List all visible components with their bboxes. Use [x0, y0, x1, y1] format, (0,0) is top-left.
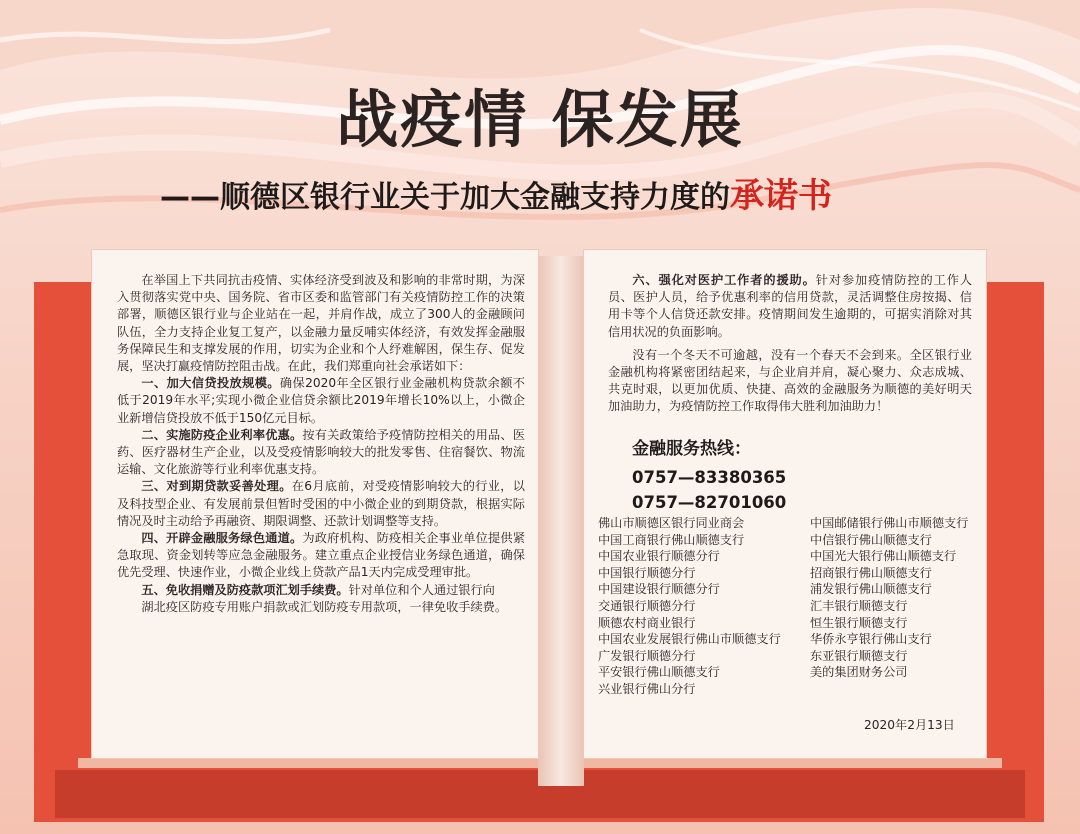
item-body: 按有关政策给予疫情防控相关的用品、医药、医疗器材生产企业，以及受疫情影响较大的批发零售、住宿餐饮、物流运输、文化旅游等行业利率优惠支持。: [117, 427, 526, 477]
right-page-text: [608, 272, 972, 416]
hotline-number: 0757—82701060: [632, 493, 787, 512]
item-heading: 二、实施防疫企业利率优惠。: [141, 427, 303, 442]
item-heading: 六、强化对医护工作者的援助。: [632, 273, 816, 287]
page-edge-left: [78, 758, 540, 768]
list-item: 顺德农村商业银行: [598, 615, 696, 630]
list-item: 中信银行佛山顺德支行: [810, 532, 932, 547]
bank-list-left: [598, 515, 781, 698]
list-item: 美的集团财务公司: [810, 665, 908, 680]
left-page-text: [117, 272, 525, 616]
list-item: 东亚银行顺德支行: [810, 648, 908, 663]
list-item: 中国工商银行佛山顺德支行: [598, 532, 745, 547]
hotline-number: 0757—83380365: [632, 468, 787, 487]
list-item: 中国建设银行顺德分行: [598, 582, 720, 597]
list-item: 招商银行佛山顺德支行: [810, 565, 932, 580]
list-item: 恒生银行顺德支行: [810, 615, 908, 630]
closing-paragraph: 没有一个冬天不可逾越，没有一个春天不会到来。全区银行业金融机构将紧密团结起来，与企业肩并肩，凝心聚力、众志成城、共克时艰，以更加优质、快捷、高效的金融服务为顺德的美好明天加油助力，为疫情防控工作取得伟大胜利加油助力！: [608, 347, 972, 414]
list-item: 中国邮储银行佛山市顺德支行: [810, 516, 969, 530]
bank-list-right: [810, 515, 968, 681]
list-item: 广发银行顺德分行: [598, 648, 696, 663]
list-item: 兴业银行佛山分行: [598, 681, 696, 696]
page-edge-right: [582, 758, 1002, 768]
item-heading: 三、对到期贷款妥善处理。: [141, 479, 292, 494]
list-item: 汇丰银行顺德支行: [810, 598, 908, 613]
list-item: 佛山市顺德区银行同业商会: [598, 516, 745, 530]
item-body: 确保2020年全区银行业金融机构贷款余额不低于2019年水平;实现小微企业信贷余额比2019年增长10%以上，小微企业新增信贷投放不低于150亿元目标。: [117, 376, 525, 425]
item-body: 在6月底前，对受疫情影响较大的行业，以及科技型企业、有发展前景但暂时受困的中小微企业的到期贷款，根据实际情况及时主动给予再融资、期限调整、还款计划调整等支持。: [117, 479, 525, 528]
subtitle-prefix: ——顺德区银行业关于加大金融支持力度的: [160, 180, 730, 215]
document-date: 2020年2月13日: [864, 718, 955, 732]
page-subtitle: [160, 168, 832, 217]
commitment-item-3: [117, 478, 525, 530]
list-item: 华侨永亨银行佛山支行: [810, 632, 932, 647]
page-title: 战疫情 保发展: [336, 83, 744, 156]
commitment-item-4: [117, 530, 525, 582]
list-item: 中国银行顺德分行: [598, 565, 696, 580]
item-body: 针对单位和个人通过银行向: [348, 582, 495, 597]
hotline-title: 金融服务热线：: [632, 439, 751, 459]
list-item: 交通银行顺德分行: [598, 598, 696, 613]
commitment-item-2: [117, 427, 525, 479]
intro-paragraph: 在举国上下共同抗击疫情、实体经济受到波及和影响的非常时期，为深入贯彻落实党中央、国务院、省市区委和监管部门有关疫情防控工作的决策部署，顺德区银行业与企业站在一起，并肩作战，成立了300人的金融顾问队伍，全力支持企业复工复产，以金融力量反哺实体经济，有效发挥金融服务保障民生和支撑发展的作用，切实为企业和个人纾难解困，保生存、促发展，坚决打赢疫情防控阻击战。在此，我们郑重向社会承诺如下：: [117, 273, 525, 374]
subtitle-highlight: 承诺书: [730, 176, 832, 216]
commitment-item-1: [117, 375, 525, 427]
commitment-item-6: [608, 272, 972, 341]
hotline-block: [632, 434, 786, 515]
list-item: 中国光大银行佛山顺德支行: [810, 549, 957, 564]
item-heading: 四、开辟金融服务绿色通道。: [141, 531, 303, 546]
list-item: 中国农业银行顺德分行: [598, 549, 720, 564]
list-item: 中国农业发展银行佛山市顺德支行: [598, 632, 781, 647]
item-body: 针对参加疫情防控的工作人员、医护人员，给予优惠利率的信用贷款，灵活调整住房按揭、信用卡等个人信贷还款安排。疫情期间发生逾期的，可据实消除对其信用状况的负面影响。: [608, 273, 973, 339]
commitment-item-5: [117, 582, 525, 599]
list-item: 浦发银行佛山顺德支行: [810, 582, 932, 597]
book-spine: [538, 256, 584, 786]
list-item: 平安银行佛山顺德支行: [598, 665, 720, 680]
item-heading: 五、免收捐赠及防疫款项汇划手续费。: [141, 582, 349, 597]
item-body: 为政府机构、防疫相关企事业单位提供紧急取现、资金划转等应急金融服务。建立重点企业授信业务绿色通道，确保优先受理、快速作业，小微企业线上贷款产品1天内完成受理审批。: [117, 531, 526, 580]
commitment-item-5-continued: 湖北疫区防疫专用账户捐款或汇划防疫专用款项，一律免收手续费。: [141, 599, 508, 614]
item-heading: 一、加大信贷投放规模。: [141, 376, 280, 391]
